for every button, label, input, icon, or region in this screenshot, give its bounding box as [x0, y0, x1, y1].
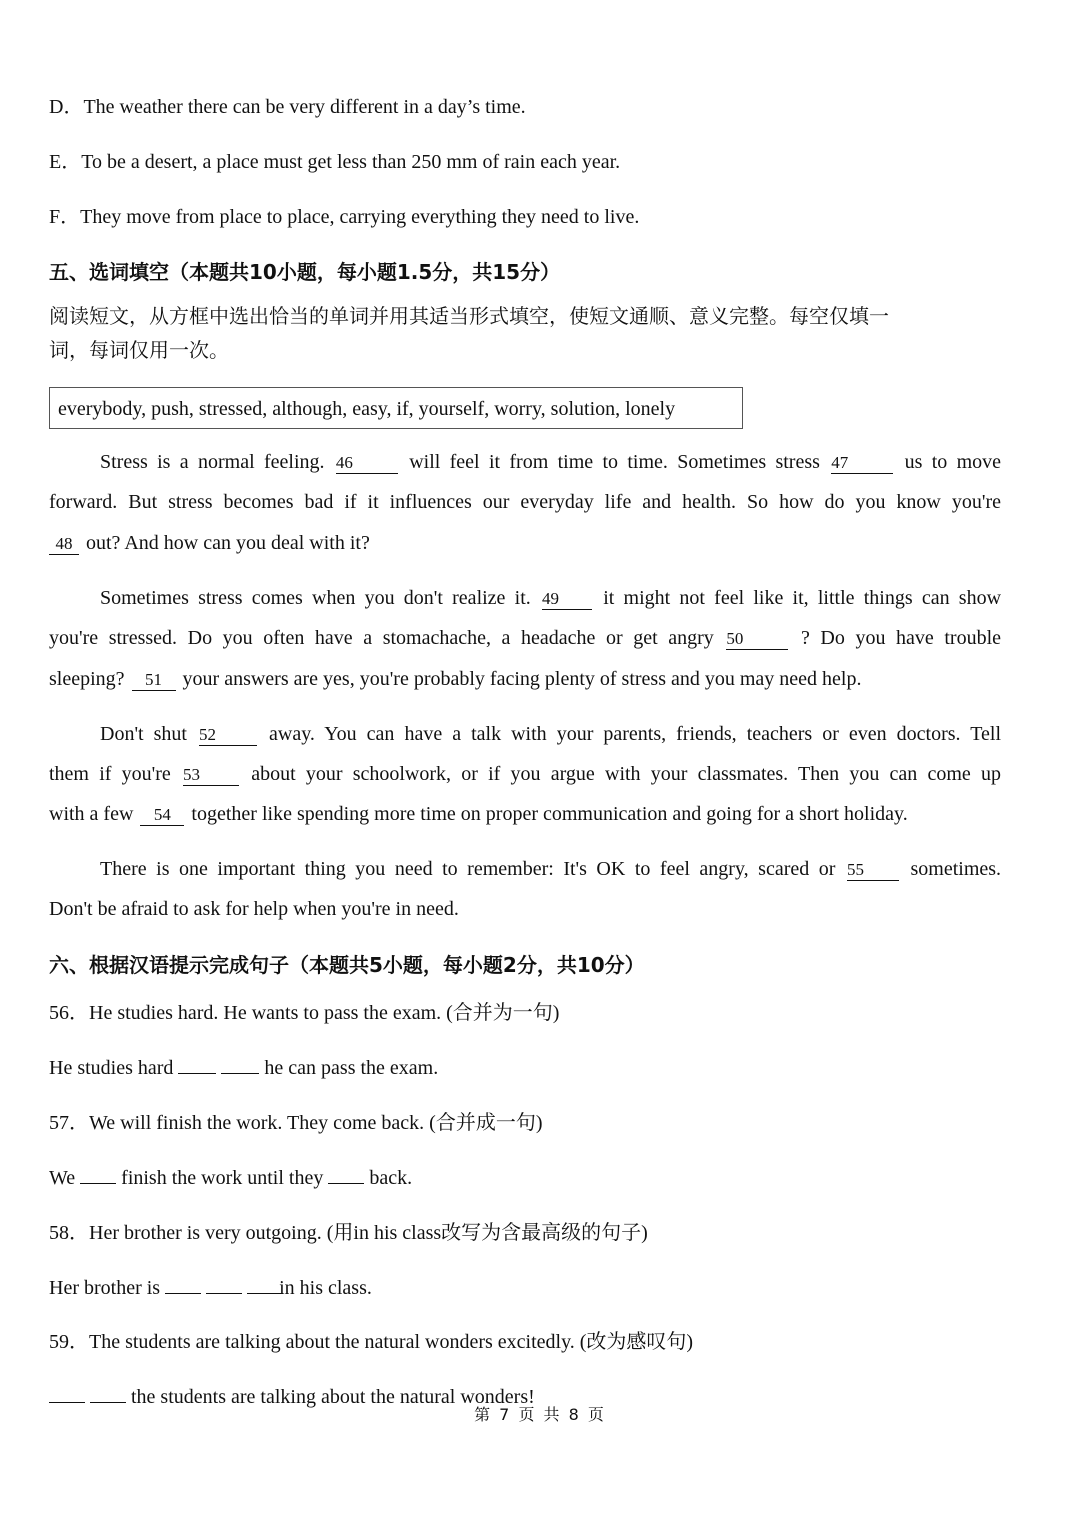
- section5-instruction-1: 阅读短文，从方框中选出恰当的单词并用其适当形式填空，使短文通顺、意义完整。每空仅填一: [49, 304, 889, 328]
- section5-heading: 五、选词填空（本题共10小题，每小题1.5分，共15分）: [49, 260, 561, 284]
- p1-line3: 48 out? And how can you deal with it?: [49, 529, 370, 557]
- blank-57-2[interactable]: [328, 1165, 364, 1184]
- blank-50[interactable]: 50: [726, 629, 788, 650]
- question-59: 59．The students are talking about the natural wonders excitedly. (改为感叹句): [49, 1331, 694, 1353]
- blank-58-3[interactable]: [247, 1275, 283, 1294]
- blank-58-1[interactable]: [165, 1275, 201, 1294]
- p1-line1: Stress is a normal feeling. 46 will feel it from time to time. Sometimes stress 47 us to move: [100, 451, 1002, 473]
- word-bank-box: everybody, push, stressed, although, easy, if, yourself, worry, solution, lonely: [49, 387, 743, 429]
- blank-55[interactable]: 55: [847, 860, 899, 881]
- section6-heading: 六、根据汉语提示完成句子（本题共5小题，每小题2分，共10分）: [49, 953, 645, 977]
- p2-line2: you're stressed. Do you often have a stomachache, a headache or get angry 50 ? Do you have trouble: [49, 627, 1002, 649]
- blank-56-1[interactable]: [178, 1055, 216, 1074]
- blank-59-2[interactable]: [90, 1384, 126, 1403]
- p2-line3: sleeping? 51 your answers are yes, you're probably facing plenty of stress and you may need help.: [49, 668, 862, 690]
- p4-line2: Don't be afraid to ask for help when you're in need.: [49, 898, 459, 920]
- question-58: 58．Her brother is very outgoing. (用in his class改写为含最高级的句子): [49, 1222, 648, 1244]
- p3-line1: Don't shut 52 away. You can have a talk with your parents, friends, teachers or even doctors. Tell: [100, 723, 1002, 745]
- option-d: D．The weather there can be very different in a day’s time.: [49, 96, 526, 118]
- p3-line2: them if you're 53 about your schoolwork, or if you argue with your classmates. Then you can come up: [49, 763, 1002, 785]
- section5-instruction-2: 词，每词仅用一次。: [49, 338, 229, 362]
- blank-56-2[interactable]: [221, 1055, 259, 1074]
- answer-59: the students are talking about the natural wonders!: [49, 1383, 535, 1411]
- p2-line1: Sometimes stress comes when you don't realize it. 49 it might not feel like it, little things can show: [100, 587, 1002, 609]
- p4-line1: There is one important thing you need to remember: It's OK to feel angry, scared or 55 sometimes.: [100, 858, 1002, 880]
- blank-48[interactable]: 48: [49, 534, 79, 555]
- p3-line3: with a few 54 together like spending more time on proper communication and going for a short holiday.: [49, 803, 908, 825]
- p1-line2: forward. But stress becomes bad if it influences our everyday life and health. So how do you know you're: [49, 491, 1001, 513]
- blank-47[interactable]: 47: [831, 453, 893, 474]
- blank-46[interactable]: 46: [336, 453, 398, 474]
- blank-53[interactable]: 53: [183, 765, 239, 786]
- option-e: E．To be a desert, a place must get less than 250 mm of rain each year.: [49, 151, 621, 173]
- blank-51[interactable]: 51: [132, 670, 176, 691]
- blank-58-2[interactable]: [206, 1275, 242, 1294]
- answer-56: He studies hard he can pass the exam.: [49, 1057, 439, 1079]
- blank-54[interactable]: 54: [140, 805, 184, 826]
- answer-58: Her brother is in his class.: [49, 1277, 372, 1299]
- question-56: 56．He studies hard. He wants to pass the exam. (合并为一句): [49, 1002, 560, 1024]
- blank-49[interactable]: 49: [542, 589, 592, 610]
- option-f: F．They move from place to place, carrying everything they need to live.: [49, 206, 640, 228]
- blank-59-1[interactable]: [49, 1384, 85, 1403]
- blank-52[interactable]: 52: [199, 725, 257, 746]
- answer-57: We finish the work until they back.: [49, 1167, 413, 1189]
- page-footer: 第 7 页 共 8 页: [474, 1405, 606, 1424]
- blank-57-1[interactable]: [80, 1165, 116, 1184]
- question-57: 57．We will finish the work. They come back. (合并成一句): [49, 1112, 543, 1134]
